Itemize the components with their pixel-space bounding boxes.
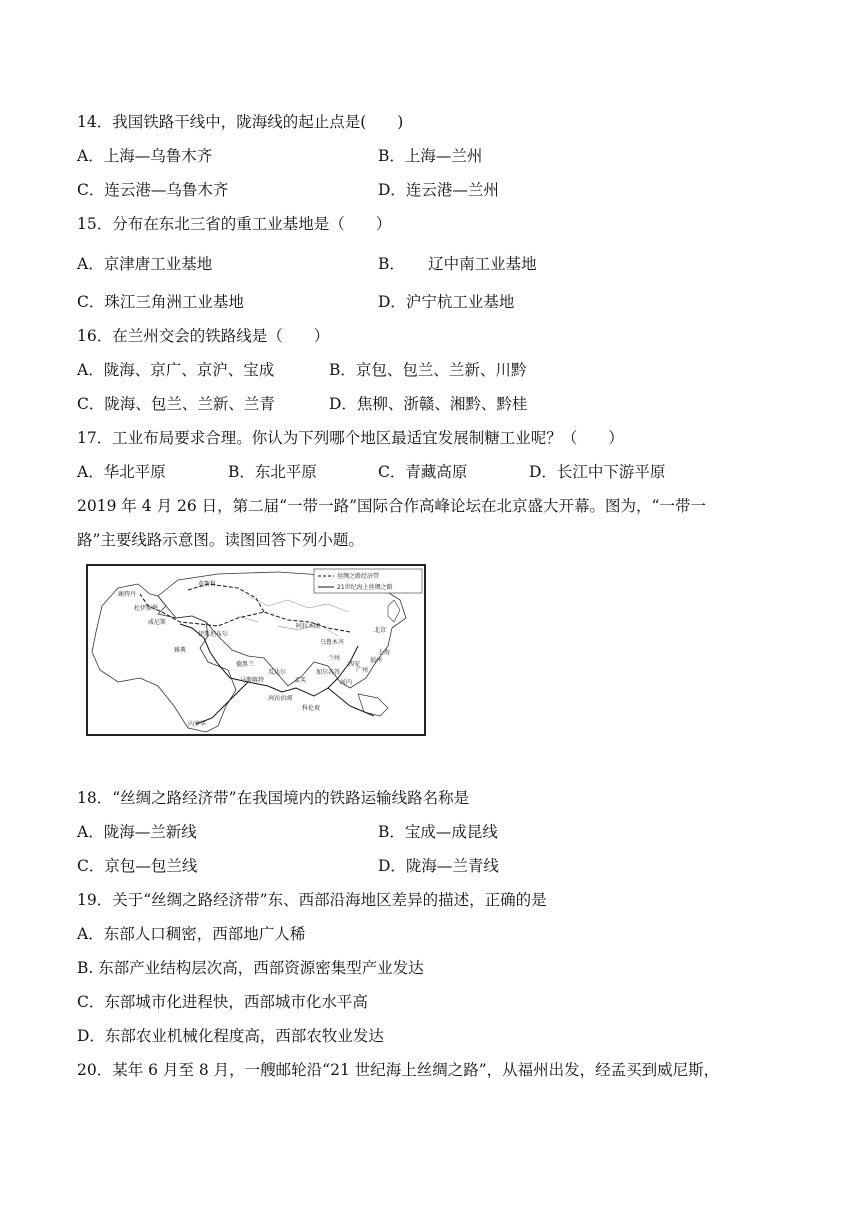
city-label: 内罗毕 (188, 721, 207, 728)
question-17-option-d[interactable]: D．长江中下游平原 (529, 463, 666, 481)
city-label: 莫斯科 (198, 581, 217, 588)
question-16-stem: 16．在兰州交会的铁路线是（ ） (77, 327, 330, 345)
city-label: 瓜达尔 (268, 669, 287, 676)
question-15-option-c[interactable]: C．珠江三角洲工业基地 (77, 293, 244, 311)
city-label: 威尼斯 (148, 619, 167, 626)
question-14-option-b[interactable]: B．上海—兰州 (378, 147, 483, 165)
question-18-stem: 18．“丝绸之路经济带”在我国境内的铁路运输线路名称是 (77, 789, 470, 807)
question-14-stem: 14．我国铁路干线中，陇海线的起止点是( ) (77, 113, 404, 131)
question-18-option-b[interactable]: B．宝成—成昆线 (378, 823, 498, 841)
question-15-option-a[interactable]: A．京津唐工业基地 (77, 255, 213, 273)
question-16-option-d[interactable]: D．焦柳、浙赣、湘黔、黔桂 (329, 395, 528, 413)
city-label: 加尔各答 (316, 669, 341, 676)
question-15-option-b[interactable]: B． 辽中南工业基地 (378, 255, 537, 273)
city-label: 伊斯坦布尔 (198, 631, 229, 638)
question-15-option-d[interactable]: D．沪宁杭工业基地 (378, 293, 515, 311)
question-15-stem: 15．分布在东北三省的重工业基地是（ ） (77, 215, 392, 233)
question-17-stem: 17．工业布局要求合理。你认为下列哪个地区最适宜发展制糖工业呢？（ ） (77, 429, 624, 447)
city-label: 孟买 (294, 677, 307, 684)
question-19-option-a[interactable]: A．东部人口稠密，西部地广人稀 (77, 925, 306, 943)
question-14-option-a[interactable]: A．上海—乌鲁木齐 (77, 147, 213, 165)
question-17-option-b[interactable]: B．东北平原 (228, 463, 317, 481)
question-18-option-c[interactable]: C．京包—包兰线 (77, 857, 198, 875)
question-16-option-a[interactable]: A．陇海、京广、京沪、宝成 (77, 361, 275, 379)
city-label: 广州 (356, 667, 369, 674)
belt-and-road-map (86, 564, 426, 736)
passage-line-1: 2019 年 4 月 26 日，第二届“一带一路”国际合作高峰论坛在北京盛大开幕。图为，“一带一 (77, 497, 706, 515)
city-label: 雅典 (174, 647, 187, 654)
passage-line-2: 路”主要线路示意图。读图回答下列小题。 (77, 531, 364, 549)
city-label: 马斯喀特 (240, 677, 265, 684)
city-label: 德黑兰 (236, 661, 255, 668)
city-label: 科伦坡 (302, 705, 321, 712)
question-19-option-b[interactable]: B. 东部产业结构层次高，西部资源密集型产业发达 (77, 959, 424, 977)
legend-land-route: 丝绸之路经济带 (337, 573, 380, 580)
city-label: 福州 (370, 657, 383, 664)
city-label: 阿拉木图 (296, 623, 321, 630)
question-19-option-d[interactable]: D．东部农业机械化程度高，西部农牧业发达 (77, 1027, 384, 1045)
city-label: 鹿特丹 (118, 591, 137, 598)
question-18-option-a[interactable]: A．陇海—兰新线 (77, 823, 197, 841)
question-20-stem: 20．某年 6 月至 8 月，一艘邮轮沿“21 世纪海上丝绸之路”，从福州出发，经孟买到威尼斯， (77, 1061, 720, 1079)
question-19-option-c[interactable]: C．东部城市化进程快，西部城市化水平高 (77, 993, 368, 1011)
city-label: 上海 (378, 649, 391, 656)
city-label: 乌鲁木齐 (320, 639, 345, 646)
city-label: 兰州 (328, 655, 341, 662)
question-17-option-a[interactable]: A．华北平原 (77, 463, 166, 481)
question-19-stem: 19．关于“丝绸之路经济带”东、西部沿海地区差异的描述，正确的是 (77, 891, 547, 909)
legend-sea-route: 21世纪海上丝绸之路 (337, 584, 393, 591)
city-label: 西安 (348, 661, 361, 668)
city-label: 河内 (340, 679, 353, 686)
question-14-option-c[interactable]: C．连云港—乌鲁木齐 (77, 181, 229, 199)
city-label: 北京 (374, 627, 387, 634)
question-18-option-d[interactable]: D．陇海—兰青线 (378, 857, 499, 875)
question-17-option-c[interactable]: C．青藏高原 (378, 463, 468, 481)
sea-label: 阿拉伯海 (268, 695, 293, 702)
question-16-option-c[interactable]: C．陇海、包兰、兰新、兰青 (77, 395, 275, 413)
city-label: 杜伊斯堡 (134, 605, 159, 612)
question-14-option-d[interactable]: D．连云港—兰州 (378, 181, 499, 199)
map-svg (88, 566, 424, 734)
question-16-option-b[interactable]: B．京包、包兰、兰新、川黔 (329, 361, 527, 379)
